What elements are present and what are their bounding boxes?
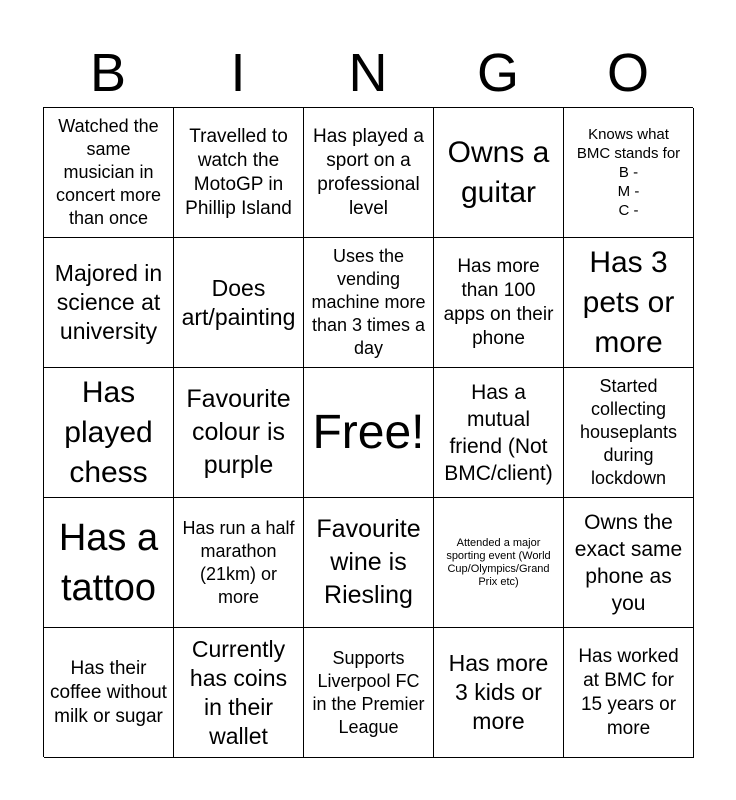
bingo-cell-r4-c3[interactable] [304, 498, 434, 628]
bingo-card-grid [43, 107, 693, 757]
cell-text: Majored in science at university [54, 260, 163, 344]
cell-text: Free! [312, 405, 425, 459]
cell-text: Has worked at BMC for 15 years or more [578, 645, 679, 739]
bingo-cell-r4-c4[interactable] [434, 498, 564, 628]
cell-text: Has played a sport on a professional level [313, 125, 424, 219]
header-letter-g: G [476, 43, 519, 103]
bingo-cell-r5-c2[interactable] [174, 628, 304, 758]
bingo-cell-r2-c1[interactable] [44, 238, 174, 368]
header-letter-o: O [606, 43, 649, 103]
bingo-cell-r2-c2[interactable] [174, 238, 304, 368]
bingo-cell-r2-c4[interactable] [434, 238, 564, 368]
bingo-cell-r1-c2[interactable] [174, 108, 304, 238]
bingo-cell-r3-c1[interactable] [44, 368, 174, 498]
bingo-cell-r1-c4[interactable] [434, 108, 564, 238]
bingo-cell-r1-c5[interactable] [564, 108, 694, 238]
cell-text: Has a mutual friend (Not BMC/client) [444, 380, 553, 485]
header-letter-i: I [230, 43, 246, 103]
cell-text: Has more than 100 apps on their phone [443, 255, 554, 349]
bingo-cell-r1-c3[interactable] [304, 108, 434, 238]
cell-text: Favourite colour is purple [186, 385, 291, 479]
header-letter-n: N [348, 43, 388, 103]
bingo-cell-r3-c2[interactable] [174, 368, 304, 498]
bingo-cell-r4-c2[interactable] [174, 498, 304, 628]
cell-text: Does art/painting [181, 274, 296, 330]
bingo-cell-free[interactable] [304, 368, 434, 498]
cell-text: Currently has coins in their wallet [189, 635, 288, 749]
bingo-cell-r3-c5[interactable] [564, 368, 694, 498]
cell-text: Uses the vending machine more than 3 times a day [311, 246, 426, 358]
cell-text: Favourite wine is Riesling [316, 515, 421, 609]
cell-text: Knows what BMC stands for B - M - C - [576, 126, 681, 219]
cell-text: Started collecting houseplants during lockdown [579, 376, 678, 488]
cell-text: Has a tattoo [58, 516, 159, 609]
bingo-cell-r2-c5[interactable] [564, 238, 694, 368]
cell-text: Has more 3 kids or more [448, 650, 549, 734]
cell-text: Attended a major sporting event (World Cup/Olympics/Grand Prix etc) [446, 536, 551, 588]
bingo-cell-r4-c5[interactable] [564, 498, 694, 628]
cell-text: Has run a half marathon (21km) or more [182, 517, 295, 607]
cell-text: Has 3 pets or more [582, 245, 675, 359]
header-letter-b: B [89, 43, 127, 103]
bingo-cell-r5-c3[interactable] [304, 628, 434, 758]
bingo-cell-r4-c1[interactable] [44, 498, 174, 628]
cell-text: Has their coffee without milk or sugar [50, 657, 167, 727]
cell-text: Owns the exact same phone as you [574, 510, 683, 615]
cell-text: Supports Liverpool FC in the Premier League [312, 647, 425, 737]
bingo-cell-r5-c5[interactable] [564, 628, 694, 758]
bingo-cell-r3-c4[interactable] [434, 368, 564, 498]
cell-text: Travelled to watch the MotoGP in Phillip Island [185, 125, 292, 219]
bingo-cell-r5-c4[interactable] [434, 628, 564, 758]
cell-text: Watched the same musician in concert more than once [55, 116, 162, 228]
bingo-cell-r5-c1[interactable] [44, 628, 174, 758]
bingo-header [43, 40, 693, 106]
cell-text: Owns a guitar [447, 135, 550, 209]
bingo-cell-r2-c3[interactable] [304, 238, 434, 368]
bingo-cell-r1-c1[interactable] [44, 108, 174, 238]
cell-text: Has played chess [64, 375, 153, 489]
